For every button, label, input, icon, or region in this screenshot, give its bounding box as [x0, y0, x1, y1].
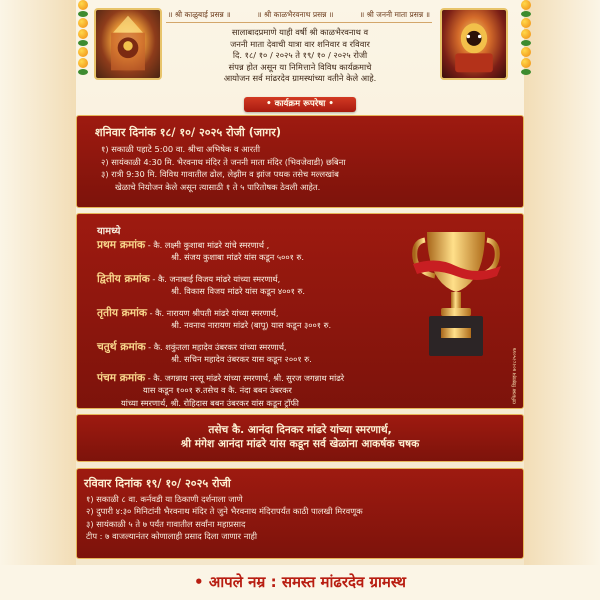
rank-label: प्रथम क्रमांक [97, 239, 146, 251]
bullet-icon: • [194, 573, 209, 591]
invocation-2: ॥ श्री काळभैरवनाथ प्रसन्न ॥ [257, 9, 334, 19]
list-item: ३) सायंकाळी ५ ते ७ पर्यंत गावातील सर्वांना महाप्रसाद [86, 518, 246, 529]
rank-label: तृतीय क्रमांक [97, 307, 148, 319]
winners-intro: यामध्ये [97, 226, 121, 237]
program-title-badge: • कार्यक्रम रूपरेषा • [244, 97, 356, 112]
list-item: ३) रात्री 9:30 मि. विविध गावातील ढोल, लेझीम व झांज पथक तसेच मल्लखांब [101, 169, 339, 180]
invocation-3: ॥ श्री जननी माता प्रसन्न ॥ [359, 9, 430, 19]
trophy-icon [407, 226, 505, 366]
invocation-strip [166, 7, 432, 23]
list-item: १) सकाळी पहाटे 5:00 वा. श्रीचा अभिषेक व आरती [101, 144, 261, 154]
rank-second: द्वितीय क्रमांक - कै. जनाबाई विजय मांढरे यांच्या स्मरणार्थ, श्री. विकास विजय मांढरे यांस कडून ४००१ रु. [97, 273, 305, 297]
saturday-panel [76, 115, 524, 208]
left-garland [76, 0, 90, 78]
special-prize-panel [76, 414, 524, 462]
rank-label: पंचम क्रमांक [97, 372, 146, 384]
invocation-1: ॥ श्री काळुबाई प्रसन्न ॥ [168, 9, 231, 19]
rank-fourth: चतुर्थ क्रमांक - कै. शकुंतला महादेव उंबरकर यांच्या स्मरणार्थ, श्री. सचिन महादेव उंबरकर यास कडून २००१ रु. [97, 341, 312, 365]
sunday-heading: रविवार दिनांक १९/ १०/ २०२५ रोजी [84, 477, 231, 490]
saturday-heading: शनिवार दिनांक १८/ १०/ २०२५ रोजी (जागर) [95, 126, 281, 139]
special-line-2: श्री मंगेश आनंदा मांढरे यांस कडून सर्व खेळांना आकर्षक चषक [180, 438, 420, 450]
saturday-list [101, 143, 517, 193]
rank-third: तृतीय क्रमांक - कै. नारायण श्रीपती मांढरे यांच्या स्मरणार्थ, श्री. नवनाथ नारायण मांढरे (बापू) यास कडून ३००१ रु. [97, 307, 332, 331]
rank-label: द्वितीय क्रमांक [97, 273, 150, 285]
rank-label: चतुर्थ क्रमांक [97, 341, 146, 353]
footer-signature: • आपले नम्र : समस्त मांढरदेव ग्रामस्थ [0, 565, 600, 600]
right-garland [519, 0, 533, 78]
deity-image-bhairavnath [440, 8, 508, 80]
right-flourish [524, 0, 600, 600]
list-item: २) सायंकाळी 4:30 मि. भैरवनाथ मंदिर ते जननी माता मंदिर (भिवजेवाडी) छबिना [101, 156, 346, 167]
special-line-1: तसेच कै. आनंदा दिनकर मांढरे यांच्या स्मरणार्थ, [208, 424, 392, 436]
left-flourish [0, 0, 76, 600]
designer-credit: ग्राफिक्स डिझाइन ७०२८२५०४७ [512, 347, 518, 404]
intro-text: सालाबादप्रमाणे याही वर्षी श्री काळभैरवनाथ व जननी माता देवाची यात्रा वार शनिवार व रविवार दि. १८/ १० / २०२५ ते १९/ १० / २०२५ रोजी संपन्न होत असून या निमित्ताने विविध कार्यक्रमाचे आयोजन सर्व मांढरदेव ग्रामस्थांच्या वतीने केले आहे. [223, 27, 377, 84]
sunday-panel [76, 468, 524, 559]
winners-panel [76, 213, 524, 409]
sunday-list [86, 493, 516, 543]
list-item: खेळाचे नियोजन केले असून त्यासाठी १ ते ५ पारितोषक ठेवली आहेत. [115, 181, 321, 192]
deity-idol-icon [442, 10, 506, 78]
deity-image-kalubai [94, 8, 162, 80]
temple-deity-icon [96, 10, 160, 78]
rank-fifth: पंचम क्रमांक - कै. जगन्नाथ नरसू मांढरे यांच्या स्मरणार्थ, श्री. सुरज जगन्नाथ मांढरे यास कडून १००१ रु.तसेच व कै. नंदा बबन उंबरकर यांच्या स्मरणार्थ, श्री. रोहिदास बबन उंबरकर यांस कडून ट्रॉफी [97, 372, 345, 408]
list-item: टीप : ७ वाजल्यानंतर कोणालाही प्रसाद दिला जाणार नाही [86, 531, 258, 542]
list-item: १) सकाळी ८ वा. कर्नवडी या ठिकाणी दर्शनाला जाणे [86, 494, 243, 504]
list-item: २) दुपारी ४:३० मिनिटांनी भैरवनाथ मंदिर ते जुने भैरवनाथ मंदिरापर्यंत काठी पालखी मिरवणूक [86, 506, 363, 517]
rank-first: प्रथम क्रमांक - कै. लक्ष्मी कुशाबा मांढरे यांचे स्मरणार्थ , श्री. संजय कुशाबा मांढरे यांस कडून ५००१ रु. [97, 239, 304, 263]
